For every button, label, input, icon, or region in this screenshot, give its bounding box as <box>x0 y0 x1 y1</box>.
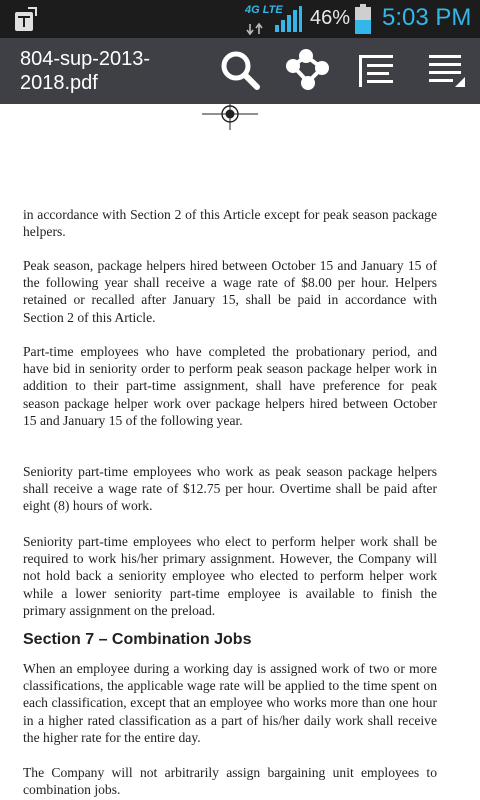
document-paragraph: Seniority part-time employees who work as peak season package helpers shall receive a wage rate of $12.75 per hour. Overtime shall be paid after eight (8) hours of work. <box>23 464 437 514</box>
battery-percent: 46% <box>310 7 351 29</box>
share-button[interactable] <box>284 46 332 94</box>
document-paragraph: Part-time employees who have completed the probationary period, and have bid in seniority order to perform peak season package helper work in addition to their part-time assignment, shall have preference for peak season package helper work over package helpers hired between October 15 and January 15 of the following year. <box>23 344 437 428</box>
section-heading: Section 7 – Combination Jobs <box>23 631 252 648</box>
status-bar <box>0 0 480 38</box>
network-4g-lte-icon <box>244 2 283 36</box>
battery-icon <box>354 4 372 34</box>
tablet-keyboard-icon <box>12 6 38 32</box>
outline-button[interactable] <box>352 46 400 94</box>
outline-icon <box>358 52 394 88</box>
network-label: 4G LTE <box>245 4 283 16</box>
overflow-menu-icon <box>425 51 467 89</box>
pdf-toolbar <box>0 38 480 104</box>
signal-strength-icon <box>274 6 302 32</box>
pdf-page[interactable] <box>0 104 480 800</box>
document-paragraph: in accordance with Section 2 of this Article except for peak season package helpers. <box>23 207 437 240</box>
file-name[interactable]: 804-sup-2013-2018.pdf <box>20 48 151 94</box>
search-icon <box>219 49 261 91</box>
document-paragraph: Peak season, package helpers hired between October 15 and January 15 of the following year shall receive a wage rate of $8.00 per hour. Helpers retained or recalled after January 15, shall be paid in accordance with Section 2 of this Article. <box>23 258 437 325</box>
share-icon <box>284 48 332 92</box>
document-paragraph: The Company will not arbitrarily assign bargaining unit employees to combination jobs. <box>23 765 437 798</box>
registration-mark-icon <box>202 104 258 130</box>
overflow-menu-button[interactable] <box>422 46 470 94</box>
search-button[interactable] <box>216 46 264 94</box>
document-paragraph: When an employee during a working day is assigned work of two or more classifications, the applicable wage rate will be applied to the time spent on each classification, except that an employee who works more than one hour in a higher rated classification as a part of his/her daily work shall receive the higher rate for the entire day. <box>23 661 437 745</box>
clock: 5:03 PM <box>382 4 472 31</box>
document-paragraph: Seniority part-time employees who elect to perform helper work shall be required to work his/her primary assignment. However, the Company will not hold back a seniority employee who elected to perform helper work while a lower seniority part-time employee is available to finish the primary assignment on the preload. <box>23 534 437 618</box>
